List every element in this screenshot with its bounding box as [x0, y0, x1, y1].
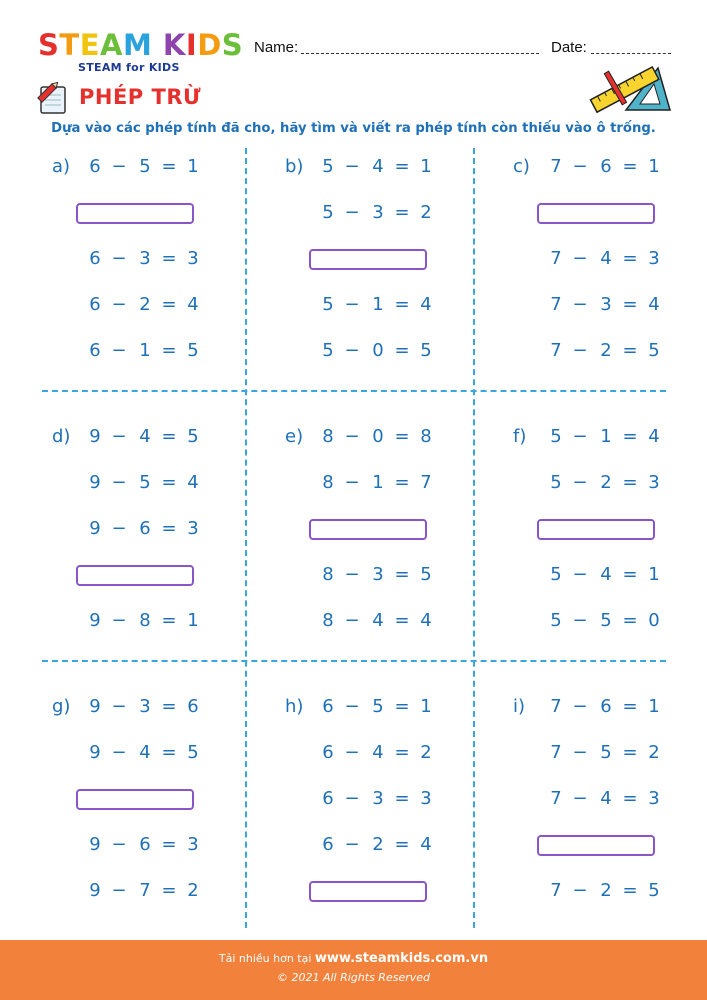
- minuend: 7: [550, 156, 562, 177]
- minus-sign: −: [344, 834, 360, 855]
- answer-box[interactable]: [76, 789, 194, 810]
- minuend: 7: [550, 696, 562, 717]
- answer-row[interactable]: [52, 564, 252, 588]
- equation-row: [52, 834, 252, 858]
- footer-download-text: [0, 951, 707, 966]
- equation-row: [52, 472, 252, 496]
- equals-sign: =: [161, 426, 177, 447]
- difference: 3: [648, 788, 660, 809]
- difference: 1: [648, 696, 660, 717]
- equation-row: [285, 834, 485, 858]
- subtrahend: 6: [600, 696, 612, 717]
- subtrahend: 8: [139, 610, 151, 631]
- equals-sign: =: [622, 472, 638, 493]
- subtrahend: 4: [600, 788, 612, 809]
- minus-sign: −: [572, 788, 588, 809]
- equals-sign: =: [161, 340, 177, 361]
- logo-letter: D: [197, 28, 222, 62]
- equals-sign: =: [394, 294, 410, 315]
- logo-letter: I: [185, 28, 198, 62]
- difference: 8: [420, 426, 432, 447]
- equation-row: [52, 610, 252, 634]
- logo-letter: A: [100, 28, 123, 62]
- minuend: 9: [89, 742, 101, 763]
- date-line[interactable]: [591, 53, 671, 54]
- difference: 4: [187, 472, 199, 493]
- difference: 2: [187, 880, 199, 901]
- problem-label: a): [52, 156, 71, 177]
- logo-letter: S: [38, 28, 60, 62]
- logo-letter: M: [122, 28, 153, 62]
- equals-sign: =: [622, 564, 638, 585]
- ruler-set-square-icon: [586, 60, 672, 116]
- equals-sign: =: [161, 294, 177, 315]
- subtrahend: 6: [139, 834, 151, 855]
- difference: 5: [187, 340, 199, 361]
- minuend: 9: [89, 518, 101, 539]
- difference: 5: [420, 564, 432, 585]
- equation-row: [285, 472, 485, 496]
- minuend: 5: [322, 340, 334, 361]
- minus-sign: −: [344, 742, 360, 763]
- equals-sign: =: [622, 248, 638, 269]
- logo-letter: T: [59, 28, 80, 62]
- difference: 1: [648, 156, 660, 177]
- equals-sign: =: [394, 472, 410, 493]
- footer-copyright: © 2021 All Rights Reserved: [276, 971, 430, 984]
- answer-box[interactable]: [76, 565, 194, 586]
- subtrahend: 3: [139, 248, 151, 269]
- minuend: 6: [322, 742, 334, 763]
- subtrahend: 3: [372, 788, 384, 809]
- equals-sign: =: [161, 610, 177, 631]
- subtrahend: 2: [372, 834, 384, 855]
- equation-row: [513, 564, 707, 588]
- equals-sign: =: [394, 202, 410, 223]
- minus-sign: −: [111, 742, 127, 763]
- difference: 0: [648, 610, 660, 631]
- subtrahend: 1: [600, 426, 612, 447]
- equation-row: [513, 426, 707, 450]
- difference: 3: [648, 248, 660, 269]
- equation-row: [52, 742, 252, 766]
- equation-row: [52, 880, 252, 904]
- equals-sign: =: [394, 564, 410, 585]
- equation-row: [52, 340, 252, 364]
- answer-box[interactable]: [537, 519, 655, 540]
- subtrahend: 4: [139, 742, 151, 763]
- minus-sign: −: [111, 518, 127, 539]
- equation-row: [513, 788, 707, 812]
- minus-sign: −: [572, 340, 588, 361]
- minus-sign: −: [344, 156, 360, 177]
- minuend: 9: [89, 696, 101, 717]
- difference: 1: [420, 156, 432, 177]
- name-field[interactable]: [254, 39, 298, 56]
- answer-box[interactable]: [537, 203, 655, 224]
- equals-sign: =: [622, 426, 638, 447]
- answer-box[interactable]: [309, 249, 427, 270]
- equals-sign: =: [622, 742, 638, 763]
- equals-sign: =: [622, 340, 638, 361]
- minus-sign: −: [572, 248, 588, 269]
- minus-sign: −: [572, 294, 588, 315]
- minuend: 8: [322, 564, 334, 585]
- minus-sign: −: [344, 564, 360, 585]
- equals-sign: =: [622, 156, 638, 177]
- problem-label: i): [513, 696, 526, 717]
- minuend: 9: [89, 880, 101, 901]
- equation-row: [285, 610, 485, 634]
- equals-sign: =: [394, 426, 410, 447]
- subtrahend: 4: [600, 248, 612, 269]
- answer-box[interactable]: [309, 519, 427, 540]
- minus-sign: −: [344, 294, 360, 315]
- subtrahend: 2: [600, 340, 612, 361]
- difference: 4: [648, 294, 660, 315]
- problem-label: e): [285, 426, 304, 447]
- minuend: 7: [550, 788, 562, 809]
- difference: 3: [648, 472, 660, 493]
- row-divider-2: [42, 660, 666, 662]
- minus-sign: −: [344, 202, 360, 223]
- answer-row[interactable]: [513, 202, 707, 226]
- minuend: 7: [550, 742, 562, 763]
- name-label: Name:: [254, 39, 299, 56]
- answer-box[interactable]: [309, 881, 427, 902]
- minus-sign: −: [111, 426, 127, 447]
- minus-sign: −: [344, 696, 360, 717]
- footer: [0, 940, 707, 1000]
- minuend: 5: [550, 426, 562, 447]
- difference: 3: [420, 788, 432, 809]
- minus-sign: −: [344, 472, 360, 493]
- difference: 5: [648, 340, 660, 361]
- minuend: 6: [89, 340, 101, 361]
- equation-row: [285, 202, 485, 226]
- subtrahend: 3: [139, 696, 151, 717]
- row-divider-1: [42, 390, 666, 392]
- subtrahend: 4: [139, 426, 151, 447]
- subtrahend: 0: [372, 340, 384, 361]
- equation-row: [52, 248, 252, 272]
- equation-row: [52, 294, 252, 318]
- minus-sign: −: [572, 696, 588, 717]
- equals-sign: =: [161, 880, 177, 901]
- difference: 2: [648, 742, 660, 763]
- logo-wordmark: [38, 28, 244, 62]
- minus-sign: −: [572, 426, 588, 447]
- equals-sign: =: [394, 788, 410, 809]
- equation-row: [513, 294, 707, 318]
- minuend: 9: [89, 426, 101, 447]
- answer-box[interactable]: [537, 835, 655, 856]
- minuend: 6: [322, 788, 334, 809]
- minus-sign: −: [111, 696, 127, 717]
- minus-sign: −: [344, 610, 360, 631]
- minus-sign: −: [111, 156, 127, 177]
- minus-sign: −: [572, 156, 588, 177]
- difference: 5: [648, 880, 660, 901]
- subtrahend: 3: [600, 294, 612, 315]
- subtrahend: 3: [372, 564, 384, 585]
- equals-sign: =: [622, 880, 638, 901]
- minuend: 6: [322, 834, 334, 855]
- difference: 5: [420, 340, 432, 361]
- difference: 2: [420, 742, 432, 763]
- minus-sign: −: [111, 294, 127, 315]
- equation-row: [52, 156, 252, 180]
- equals-sign: =: [161, 518, 177, 539]
- minus-sign: −: [344, 426, 360, 447]
- minuend: 6: [322, 696, 334, 717]
- equals-sign: =: [161, 472, 177, 493]
- minuend: 9: [89, 472, 101, 493]
- equation-row: [513, 472, 707, 496]
- minus-sign: −: [344, 340, 360, 361]
- minus-sign: −: [572, 610, 588, 631]
- steam-kids-logo: [38, 28, 244, 74]
- equation-row: [513, 340, 707, 364]
- difference: 1: [187, 610, 199, 631]
- equals-sign: =: [622, 788, 638, 809]
- difference: 4: [648, 426, 660, 447]
- page-title: PHÉP TRỪ: [79, 85, 202, 109]
- equals-sign: =: [394, 610, 410, 631]
- difference: 4: [187, 294, 199, 315]
- difference: 3: [187, 518, 199, 539]
- minus-sign: −: [111, 340, 127, 361]
- difference: 1: [648, 564, 660, 585]
- minuend: 9: [89, 834, 101, 855]
- difference: 3: [187, 834, 199, 855]
- problem-label: b): [285, 156, 304, 177]
- difference: 6: [187, 696, 199, 717]
- answer-row[interactable]: [513, 834, 707, 858]
- problem-label: d): [52, 426, 71, 447]
- minus-sign: −: [572, 880, 588, 901]
- equation-row: [285, 564, 485, 588]
- minuend: 5: [322, 202, 334, 223]
- subtrahend: 5: [139, 156, 151, 177]
- equals-sign: =: [161, 834, 177, 855]
- answer-row[interactable]: [285, 248, 485, 272]
- minuend: 5: [550, 610, 562, 631]
- difference: 7: [420, 472, 432, 493]
- minuend: 5: [550, 472, 562, 493]
- subtrahend: 5: [372, 696, 384, 717]
- subtrahend: 6: [600, 156, 612, 177]
- difference: 1: [187, 156, 199, 177]
- minuend: 7: [550, 248, 562, 269]
- answer-row[interactable]: [285, 880, 485, 904]
- problem-label: h): [285, 696, 304, 717]
- equation-row: [52, 696, 252, 720]
- minus-sign: −: [111, 834, 127, 855]
- minus-sign: −: [111, 248, 127, 269]
- answer-box[interactable]: [76, 203, 194, 224]
- minuend: 5: [322, 294, 334, 315]
- answer-row[interactable]: [52, 788, 252, 812]
- subtrahend: 2: [139, 294, 151, 315]
- instruction-text: Dựa vào các phép tính đã cho, hãy tìm và viết ra phép tính còn thiếu vào ô trống.: [51, 121, 656, 136]
- difference: 5: [187, 742, 199, 763]
- minus-sign: −: [111, 880, 127, 901]
- minuend: 5: [322, 156, 334, 177]
- equals-sign: =: [394, 834, 410, 855]
- answer-row[interactable]: [513, 518, 707, 542]
- equation-row: [513, 696, 707, 720]
- minuend: 8: [322, 610, 334, 631]
- equation-row: [285, 742, 485, 766]
- equation-row: [52, 426, 252, 450]
- equals-sign: =: [622, 696, 638, 717]
- subtrahend: 0: [372, 426, 384, 447]
- subtrahend: 4: [600, 564, 612, 585]
- equation-row: [285, 696, 485, 720]
- minuend: 6: [89, 294, 101, 315]
- minuend: 8: [322, 426, 334, 447]
- subtrahend: 7: [139, 880, 151, 901]
- equation-row: [513, 880, 707, 904]
- subtrahend: 1: [372, 472, 384, 493]
- date-label: Date:: [551, 39, 587, 56]
- equals-sign: =: [622, 294, 638, 315]
- subtrahend: 5: [600, 742, 612, 763]
- equation-row: [52, 518, 252, 542]
- equals-sign: =: [622, 610, 638, 631]
- minuend: 7: [550, 880, 562, 901]
- footer-prefix: Tải nhiều hơn tại: [218, 952, 315, 965]
- equation-row: [285, 156, 485, 180]
- subtrahend: 2: [600, 472, 612, 493]
- logo-letter: S: [221, 28, 244, 62]
- difference: 4: [420, 834, 432, 855]
- problem-label: g): [52, 696, 71, 717]
- minuend: 6: [89, 156, 101, 177]
- difference: 2: [420, 202, 432, 223]
- subtrahend: 2: [600, 880, 612, 901]
- difference: 5: [187, 426, 199, 447]
- subtrahend: 3: [372, 202, 384, 223]
- minuend: 8: [322, 472, 334, 493]
- minus-sign: −: [572, 742, 588, 763]
- equals-sign: =: [161, 742, 177, 763]
- name-line[interactable]: [301, 53, 539, 54]
- subtrahend: 1: [372, 294, 384, 315]
- equation-row: [513, 610, 707, 634]
- equation-row: [513, 742, 707, 766]
- minus-sign: −: [572, 472, 588, 493]
- minuend: 9: [89, 610, 101, 631]
- equals-sign: =: [394, 742, 410, 763]
- equation-row: [513, 156, 707, 180]
- problem-label: c): [513, 156, 530, 177]
- difference: 4: [420, 294, 432, 315]
- equation-row: [285, 340, 485, 364]
- subtrahend: 4: [372, 610, 384, 631]
- answer-row[interactable]: [285, 518, 485, 542]
- subtrahend: 1: [139, 340, 151, 361]
- subtrahend: 5: [139, 472, 151, 493]
- equation-row: [513, 248, 707, 272]
- equation-row: [285, 294, 485, 318]
- difference: 3: [187, 248, 199, 269]
- equals-sign: =: [161, 696, 177, 717]
- footer-site-link[interactable]: www.steamkids.com.vn: [314, 951, 489, 966]
- logo-letter: K: [162, 28, 186, 62]
- minuend: 6: [89, 248, 101, 269]
- equals-sign: =: [394, 696, 410, 717]
- minuend: 7: [550, 294, 562, 315]
- difference: 1: [420, 696, 432, 717]
- minus-sign: −: [572, 564, 588, 585]
- logo-letter: E: [79, 28, 100, 62]
- problem-label: f): [513, 426, 527, 447]
- equals-sign: =: [161, 248, 177, 269]
- logo-letter: [152, 30, 163, 60]
- logo-subtitle: STEAM for KIDS: [78, 61, 180, 74]
- difference: 4: [420, 610, 432, 631]
- minus-sign: −: [111, 472, 127, 493]
- minus-sign: −: [111, 610, 127, 631]
- answer-row[interactable]: [52, 202, 252, 226]
- subtrahend: 6: [139, 518, 151, 539]
- subtrahend: 4: [372, 742, 384, 763]
- date-field[interactable]: [551, 39, 587, 56]
- equation-row: [285, 788, 485, 812]
- equals-sign: =: [161, 156, 177, 177]
- equals-sign: =: [394, 156, 410, 177]
- notepad-pencil-icon: [35, 81, 69, 115]
- minuend: 5: [550, 564, 562, 585]
- subtrahend: 5: [600, 610, 612, 631]
- equation-row: [285, 426, 485, 450]
- equals-sign: =: [394, 340, 410, 361]
- subtrahend: 4: [372, 156, 384, 177]
- minuend: 7: [550, 340, 562, 361]
- minus-sign: −: [344, 788, 360, 809]
